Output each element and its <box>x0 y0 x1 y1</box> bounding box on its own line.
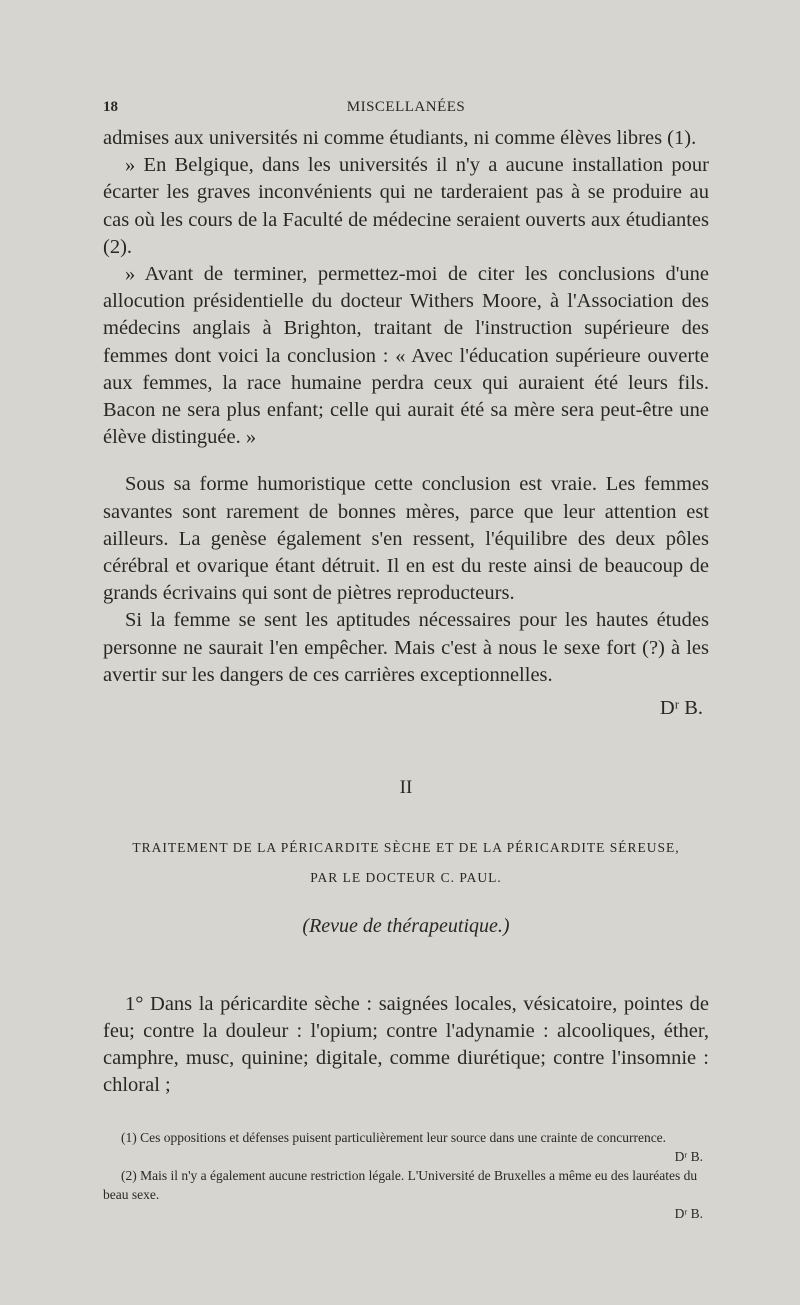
footnotes <box>103 1128 709 1223</box>
footnote-2-signature: Dʳ B. <box>674 1206 703 1221</box>
section-title <box>103 833 709 893</box>
paragraph-5: Si la femme se sent les aptitudes nécessaires pour les hautes études personne ne saurait l'en empêcher. Mais c'est à nous le sexe fort (?) à les avertir sur les dangers de ces carrières exceptionnelles. <box>103 609 709 686</box>
paragraph-2: » En Belgique, dans les universités il n'y a aucune installation pour écarter les graves inconvénients qui ne tarderaient pas à se produire au cas où les cours de la Faculté de médecine seraient ouverts aux étudiantes (2). <box>103 154 709 258</box>
section-paragraph-1: 1° Dans la péricardite sèche : saignées locales, vésicatoire, pointes de feu; contre la douleur : l'opium; contre l'adynamie : alcooliques, éther, camphre, musc, quinine; digitale, comme diurétique; contre l'insomnie : chloral ; <box>103 992 709 1097</box>
footnote-1-signature: Dʳ B. <box>674 1149 703 1164</box>
section-title-line-1: TRAITEMENT DE LA PÉRICARDITE SÈCHE ET DE LA PÉRICARDITE SÉREUSE, <box>132 840 680 856</box>
section-source: (Revue de thérapeutique.) <box>302 915 510 938</box>
paragraph-3: » Avant de terminer, permettez-moi de citer les conclusions d'une allocution présidentielle du docteur Withers Moore, à l'Association des médecins anglais à Brighton, traitant de l'instruction supérieure des femmes dont voici la conclusion : « Avec l'éducation supérieure ouverte aux femmes, la race humaine perdra ceux qui auraient été leurs fils. Bacon ne sera plus enfant; celle qui aurait été sa mère sera peut-être une élève distinguée. » <box>103 263 709 449</box>
footnote-1: (1) Ces oppositions et défenses puisent particulièrement leur source dans une crainte de concurrence. <box>121 1130 667 1145</box>
paragraph-4: Sous sa forme humoristique cette conclusion est vraie. Les femmes savantes sont rarement de bonnes mères, parce que leur attention est ailleurs. La genèse également s'en ressent, l'équilibre des deux pôles cérébral et ovarique étant détruit. Il en est du reste ainsi de beaucoup de grands écrivains qui sont de piètres reproducteurs. <box>103 473 709 605</box>
signature: Dʳ B. <box>659 697 703 720</box>
paragraph-1: admises aux universités ni comme étudiants, ni comme élèves libres (1). <box>103 127 697 149</box>
body-text <box>103 125 709 1099</box>
running-title: MISCELLANÉES <box>346 99 466 115</box>
section-number: II <box>399 777 413 799</box>
section-title-line-2: PAR LE DOCTEUR C. PAUL. <box>310 870 502 886</box>
page-number: 18 <box>103 99 118 115</box>
page-header <box>103 95 709 121</box>
footnote-2: (2) Mais il n'y a également aucune restriction légale. L'Université de Bruxelles a même eu des lauréates du beau sexe. <box>103 1168 698 1202</box>
